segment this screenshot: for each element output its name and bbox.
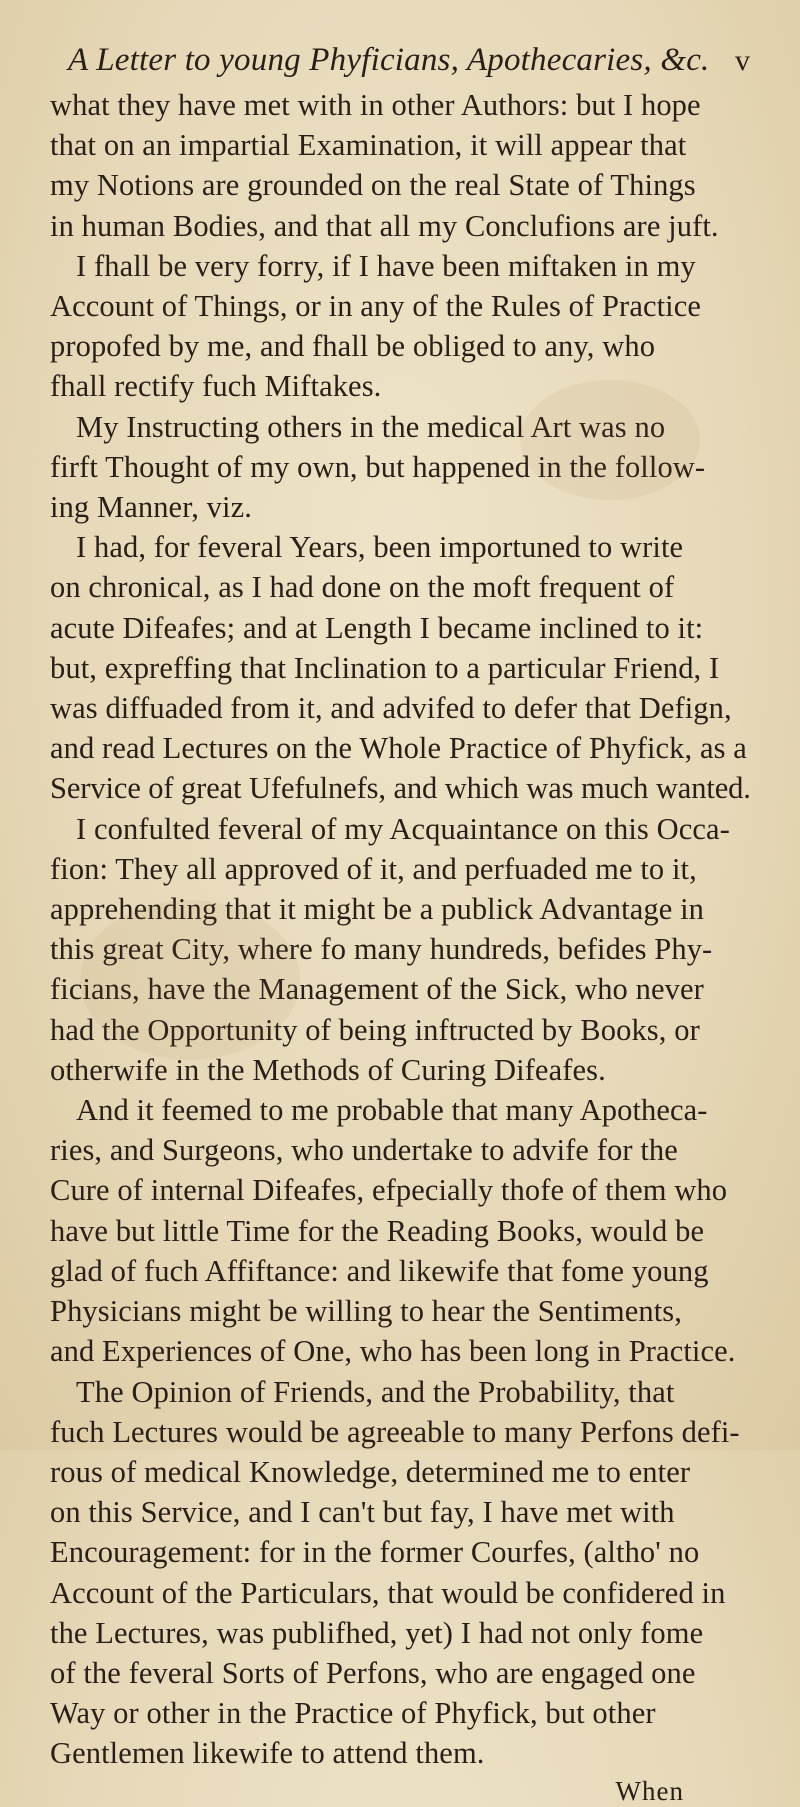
text-line: but, expreffing that Inclination to a particular Friend, I [50, 650, 720, 685]
text-line: and Experiences of One, who has been long in Practice. [50, 1334, 736, 1369]
text-line: fhall rectify fuch Miftakes. [50, 369, 382, 404]
text-line: have but little Time for the Reading Books, would be [50, 1213, 705, 1248]
text-line: ries, and Surgeons, who undertake to advife for the [50, 1133, 678, 1168]
text-line: that on an impartial Examination, it will appear that [50, 128, 687, 163]
text-line: I confulted feveral of my Acquaintance on this Occa- [76, 811, 730, 846]
text-line: And it feemed to me probable that many Apotheca- [76, 1093, 708, 1128]
text-line: Account of Things, or in any of the Rules of Practice [50, 289, 702, 324]
text-line: firft Thought of my own, but happened in the follow- [50, 449, 706, 484]
text-line: ficians, have the Management of the Sick, who never [50, 972, 704, 1007]
text-line: Cure of internal Difeafes, efpecially thofe of them who [50, 1173, 728, 1208]
text-line: otherwife in the Methods of Curing Difeafes. [50, 1052, 606, 1087]
text-line: I had, for feveral Years, been importuned to write [76, 530, 684, 565]
page-number: v [735, 44, 750, 77]
text-line: rous of medical Knowledge, determined me to enter [50, 1454, 691, 1489]
text-line: Account of the Particulars, that would be confidered in [50, 1575, 726, 1610]
text-line: ing Manner, viz. [50, 490, 252, 525]
text-line: Gentlemen likewife to attend them. [50, 1736, 485, 1771]
text-line: the Lectures, was publifhed, yet) I had not only fome [50, 1615, 704, 1650]
text-line: I fhall be very forry, if I have been miftaken in my [76, 248, 696, 283]
text-line: The Opinion of Friends, and the Probability, that [76, 1374, 675, 1409]
page-header [50, 42, 754, 79]
catchword: When [615, 1775, 684, 1806]
text-line: Encouragement: for in the former Courfes, (altho' no [50, 1535, 700, 1570]
text-line: and read Lectures on the Whole Practice of Phyfick, as a [50, 731, 747, 766]
text-line: apprehending that it might be a publick Advantage in [50, 892, 705, 927]
text-line: this great City, where fo many hundreds, befides Phy- [50, 932, 713, 967]
text-line: my Notions are grounded on the real State of Things [50, 168, 696, 203]
text-line: acute Difeafes; and at Length I became inclined to it: [50, 610, 704, 645]
text-line: propofed by me, and fhall be obliged to any, who [50, 329, 656, 364]
text-line: on this Service, and I can't but fay, I have met with [50, 1495, 675, 1530]
text-line: fuch Lectures would be agreeable to many Perfons defi- [50, 1414, 740, 1449]
text-line: of the feveral Sorts of Perfons, who are engaged one [50, 1655, 696, 1690]
text-line: Physicians might be willing to hear the Sentiments, [50, 1294, 682, 1329]
text-line: was diffuaded from it, and advifed to defer that Defign, [50, 691, 732, 726]
text-line: fion: They all approved of it, and perfuaded me to it, [50, 851, 697, 886]
text-line: had the Opportunity of being inftructed by Books, or [50, 1012, 700, 1047]
text-line: glad of fuch Affiftance: and likewife that fome young [50, 1253, 709, 1288]
text-line: in human Bodies, and that all my Conclufions are juft. [50, 208, 719, 243]
text-line: Way or other in the Practice of Phyfick, but other [50, 1696, 656, 1731]
text-line: on chronical, as I had done on the moft frequent of [50, 570, 675, 605]
running-head: A Letter to young Phyficians, Apothecaries, &c. [68, 42, 710, 78]
body-text [50, 85, 754, 1774]
text-line: My Instructing others in the medical Art was no [76, 409, 666, 444]
text-line: Service of great Ufefulnefs, and which was much wanted. [50, 771, 751, 806]
text-line: what they have met with in other Authors: but I hope [50, 88, 701, 122]
